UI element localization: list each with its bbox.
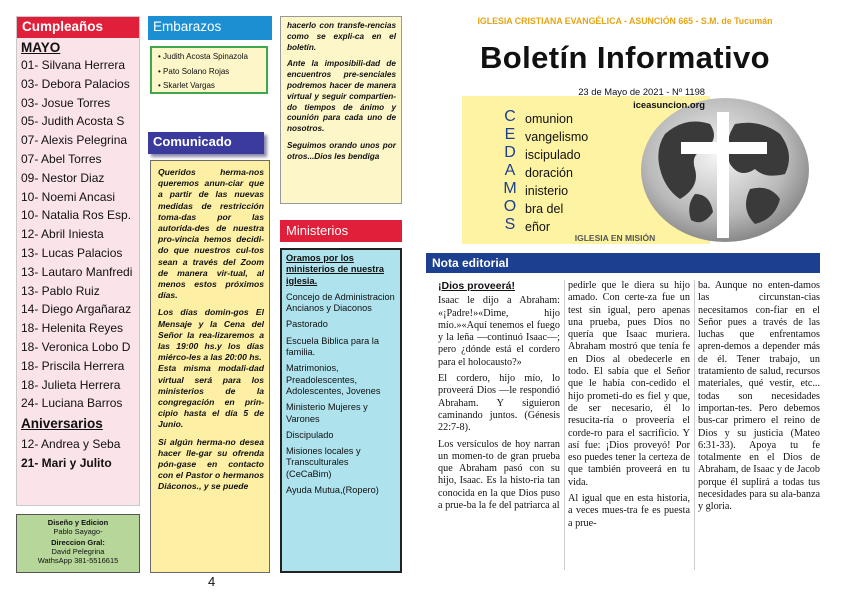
- ministry-item: Ayuda Mutua,(Ropero): [286, 485, 379, 496]
- ministry-item: Ministerio Mujeres y Varones: [286, 402, 368, 424]
- notice-continued-box: [280, 16, 402, 204]
- birthday-item: 10- Natalia Ros Esp.: [21, 208, 132, 223]
- anniversary-item: 21- Mari y Julito: [21, 455, 112, 470]
- birthday-item: 13- Pablo Ruiz: [21, 283, 100, 298]
- church-name: IGLESIA CRISTIANA EVANGÉLICA - ASUNCIÓN 665 - S.M. de Tucumán: [477, 16, 773, 26]
- birthdays-header: Cumpleaños: [17, 17, 139, 38]
- acrostic-word: vangelismo: [525, 130, 589, 144]
- birthday-item: 01- Silvana Herrera: [21, 58, 126, 72]
- pregnancies-header: Embarazos: [148, 16, 272, 40]
- editorial-header: Nota editorial: [426, 253, 820, 273]
- birthday-item: 03- Josue Torres: [21, 95, 111, 110]
- pregnancy-item: • Judith Acosta Spinazola: [158, 52, 248, 61]
- acrostic-letter: D: [504, 144, 516, 161]
- acrostic-letter: C: [504, 108, 516, 125]
- birthday-item: 18- Veronica Lobo D: [21, 339, 131, 354]
- ministry-item: Discipulado: [286, 429, 334, 440]
- ministry-item: Concejo de Administracion Ancianos y Diaconos: [286, 291, 395, 314]
- birthday-item: 07- Abel Torres: [21, 151, 102, 166]
- ministries-heading: Oramos por los ministerios de nuestra iglesia.: [286, 253, 385, 286]
- notice-paragraph: Ante la imposibili-dad de encuentros pre-senciales podremos hacer de manera virtual y seguir compartien-do tiempos de ánimo y counión para cada uno de nosotros.: [287, 59, 396, 134]
- editorial-column: [698, 280, 820, 518]
- birthday-item: 18- Helenita Reyes: [21, 321, 124, 336]
- editorial-paragraph: Isaac le dijo a Abraham: «¡Padre!»«Dime, hijo mío.»«Aquí tenemos el fuego y la leña —continuó Isaac—; pero ¿dónde está el cordero para el holocausto?»: [438, 295, 560, 368]
- notice-box: [150, 160, 270, 573]
- month-label: MAYO: [21, 40, 61, 55]
- pregnancy-item: • Skarlet Vargas: [158, 81, 215, 90]
- acrostic-letter: M: [503, 180, 517, 197]
- editorial-body: [430, 276, 820, 582]
- notice-paragraph: hacerlo con transfe-rencias como se expli-ca en el boletín.: [287, 21, 396, 52]
- birthday-item: 05- Judith Acosta S: [21, 114, 125, 129]
- anniversary-item: 12- Andrea y Seba: [21, 437, 121, 452]
- notice-paragraph: Queridos herma-nos queremos anun-ciar que a partir de las nuevas medidas de restricción toma-das por las autorida-des de nuestra pro-vincia hemos decidi-do que nuestros cul-tos sean a través del Zoom de manera vir-tual, al menos estos próximos días.: [158, 167, 264, 301]
- birthday-item: 18- Julieta Herrera: [21, 377, 121, 392]
- credits-line: Pablo Sayago-: [53, 527, 103, 536]
- birthday-item: 18- Priscila Herrera: [21, 358, 125, 373]
- birthday-item: 03- Debora Palacios: [21, 76, 130, 91]
- birthdays-panel: [16, 16, 140, 506]
- ministries-box: [280, 248, 402, 573]
- acrostic-letter: A: [504, 162, 516, 179]
- ministry-item: Escuela Biblica para la familia.: [286, 335, 379, 358]
- credits-line: WathsApp 381-5516615: [37, 556, 119, 565]
- credits-box: [16, 514, 140, 573]
- acrostic-letter: E: [504, 126, 516, 143]
- ministry-item: Matrimonios, Preadolescentes, Adolescentes, Jovenes: [286, 363, 381, 396]
- notice-paragraph: Si algún herma-no desea hacer lle-gar su ofrenda pón-gase en contacto con el Pastor o hermanos Diáconos., y se puede: [158, 436, 264, 492]
- acrostic-word: doración: [525, 166, 573, 180]
- editorial-column: [438, 280, 560, 516]
- credits-line: David Pelegrina: [51, 547, 105, 556]
- editorial-paragraph: ba. Aunque no enten-damos las circunstan-cias necesitamos con-fiar en el Señor pues a través de las luchas que enfrentamos apren-demos a depender más de él. Tener trabajo, un tratamiento de salud, recursos materiales, qué vestir, etc... todas son necesidades importan-tes. Pero debemos bus-car primero el reino de Dios y su justicia (Mateo 6:31-33). Apoya tu fe totalmente en el Dios de Abraham, de Isaac y de Jacob porque él suplirá a todas tus necesidades para su ala-banza y gloria.: [698, 280, 820, 513]
- editorial-column: [568, 280, 690, 534]
- acrostic-word: bra del: [525, 202, 564, 216]
- birthday-item: 07- Alexis Pelegrina: [21, 133, 128, 148]
- acrostic-word: omunion: [525, 112, 573, 126]
- birthday-item: 10- Noemi Ancasi: [21, 189, 116, 204]
- anniversaries-label: Aniversarios: [21, 416, 103, 432]
- birthday-item: 13- Lucas Palacios: [21, 245, 123, 260]
- ministry-item: Misiones locales y Transculturales (CeCaBim): [286, 446, 361, 479]
- editorial-paragraph: Los versículos de hoy narran un momen-to de gran prueba que Abraham pasó con su hijo, Isaac. Es la histo-ria tan conocida en la que Dios puso a prue-ba la fe del patriarca al: [438, 438, 560, 512]
- birthday-item: 14- Diego Argañaraz: [21, 302, 132, 317]
- editorial-paragraph: El cordero, hijo mío, lo proveerá Dios —le respondió Abraham. Y siguieron caminando juntos. (Génesis 22:7-8).: [438, 373, 560, 434]
- birthday-item: 12- Abril Iniesta: [21, 227, 104, 242]
- pregnancy-item: • Pato Solano Rojas: [158, 66, 230, 76]
- birthday-item: 24- Luciana Barros: [21, 396, 123, 411]
- ministry-item: Pastorado: [286, 319, 328, 330]
- editorial-paragraph: pedirle que le diera su hijo amado. Con certe-za fue un test sin igual, pero apenas una prueba, pues Dios no quería que Isaac muriera. Abraham mostró que tenía fe en Dios al obedecerle en todo. El sabía que el Señor que le había con-cedido el hijo prometi-do es fiel y que, de ser necesario, él lo resucita-ría o proveería el corde-ro para el sacrificio. Y así fue: ¡Dios proveyó! Por eso puedes tener la certeza de que también proveerá en tu vida.: [568, 280, 690, 488]
- pregnancies-box: [150, 46, 268, 94]
- acrostic-letter: S: [504, 216, 516, 233]
- notice-header: Comunicado: [148, 132, 264, 154]
- credits-line: Diseño y Edicion: [47, 518, 109, 527]
- credits-line: Direccion Gral:: [51, 538, 105, 547]
- acrostic-word: inisterio: [525, 184, 569, 198]
- acrostic-letter: O: [503, 198, 517, 215]
- page-number: 4: [208, 574, 216, 589]
- ministries-header: Ministerios: [280, 220, 402, 242]
- globe-cross-icon: [575, 94, 810, 244]
- notice-paragraph: Los días domin-gos El Mensaje y la Cena del Señor la rea-lizaremos a las 19:00 hs.y los días miérco-les a las 20:00 hs.: [158, 307, 264, 363]
- birthday-item: 09- Nestor Diaz: [21, 170, 105, 185]
- page-title: Boletín Informativo: [479, 40, 771, 75]
- birthday-item: 13- Lautaro Manfredi: [21, 264, 133, 279]
- acrostic-word: eñor: [525, 220, 551, 234]
- acrostic-word: iscipulado: [525, 148, 581, 162]
- notice-paragraph: Esta misma modali-dad virtual será para los ministerios de la congregación en prin-cipio hasta el día 5 de Junio.: [158, 363, 264, 430]
- website: iceasuncion.org: [633, 99, 705, 110]
- mission-label: IGLESIA EN MISIÓN: [574, 233, 656, 243]
- issue-date: 23 de Mayo de 2021 - Nº 1198: [578, 86, 705, 97]
- editorial-paragraph: Al igual que en esta historia, a veces mues-tra fe es puesta a prue-: [568, 493, 690, 529]
- notice-paragraph: Seguimos orando unos por otros...Dios les bendiga: [287, 140, 396, 161]
- editorial-lead: ¡Dios proveerá!: [438, 280, 516, 292]
